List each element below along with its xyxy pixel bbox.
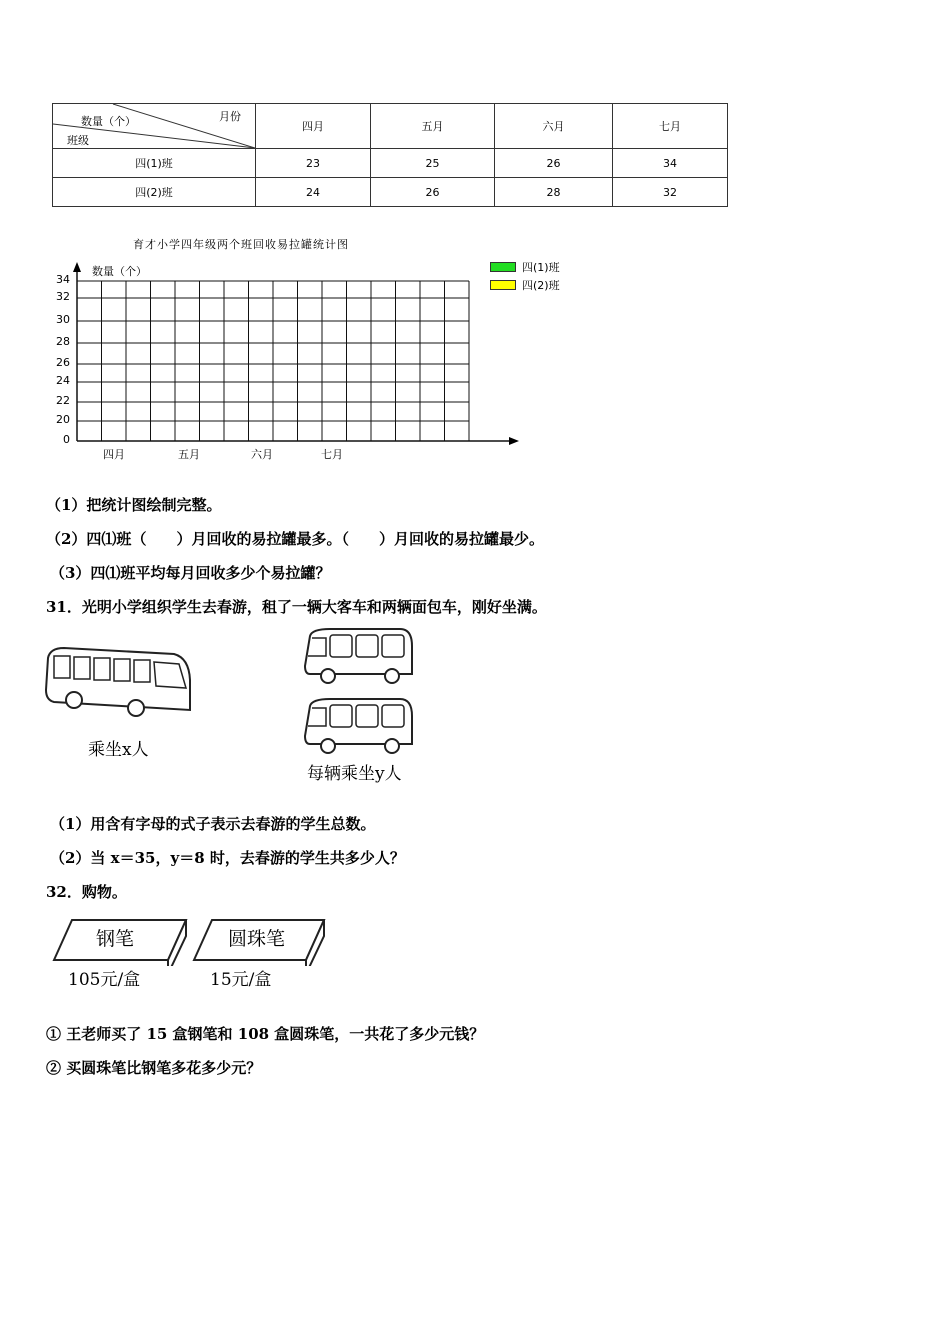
van-caption: 每辆乘坐y人: [307, 764, 402, 784]
y-axis-label: 数量（个）: [92, 265, 147, 278]
y-tick-label: 34: [56, 273, 70, 286]
legend-swatch-yellow: [490, 280, 516, 290]
legend-item: [490, 277, 560, 293]
x-tick-label: 七月: [321, 448, 343, 461]
question-30-1: （1）把统计图绘制完整。: [46, 496, 222, 514]
y-tick-label: 26: [56, 356, 70, 369]
corner-quantity: 数量（个）: [81, 115, 136, 128]
corner-class: 班级: [67, 134, 89, 147]
pen-boxes: [52, 916, 337, 966]
month-header: 七月: [613, 104, 728, 149]
question-31: 31．光明小学组织学生去春游，租了一辆大客车和两辆面包车，刚好坐满。: [46, 598, 547, 616]
question-31-1: （1）用含有字母的式子表示去春游的学生总数。: [50, 815, 376, 833]
month-header: 五月: [371, 104, 495, 149]
month-header: 六月: [495, 104, 613, 149]
question-31-2: （2）当 x＝35，y＝8 时，去春游的学生共多少人？: [50, 849, 405, 867]
value-cell: 25: [371, 149, 495, 178]
y-tick-label: 0: [63, 433, 70, 446]
y-tick-label: 30: [56, 313, 70, 326]
y-tick-label: 24: [56, 374, 70, 387]
y-axis-arrow-icon: [73, 262, 81, 272]
value-cell: 26: [495, 149, 613, 178]
legend-swatch-green: [490, 262, 516, 272]
value-cell: 34: [613, 149, 728, 178]
x-axis-arrow-icon: [509, 437, 519, 445]
question-32: 32．购物。: [46, 883, 127, 901]
question-30-2: （2）四⑴班（ ）月回收的易拉罐最多。（ ）月回收的易拉罐最少。: [46, 530, 544, 548]
y-tick-label: 28: [56, 335, 70, 348]
box-price-ballpoint: 15元/盒: [210, 970, 272, 990]
van-image: [300, 626, 416, 688]
class-cell: 四(1)班: [53, 149, 256, 178]
chart-title: 育才小学四年级两个班回收易拉罐统计图: [133, 238, 349, 251]
value-cell: 26: [371, 178, 495, 207]
x-tick-label: 六月: [251, 448, 273, 461]
class-cell: 四(2)班: [53, 178, 256, 207]
box-price-pen: 105元/盒: [68, 970, 141, 990]
y-tick-label: 32: [56, 290, 70, 303]
bus-caption: 乘坐x人: [88, 740, 149, 760]
bus-image: [44, 640, 194, 725]
month-header: 四月: [256, 104, 371, 149]
x-tick-label: 五月: [178, 448, 200, 461]
question-32-1: ① 王老师买了 15 盒钢笔和 108 盒圆珠笔，一共花了多少元钱？: [46, 1025, 485, 1043]
legend-item: [490, 259, 560, 275]
value-cell: 28: [495, 178, 613, 207]
van-image: [300, 696, 416, 758]
legend-label: 四(1)班: [522, 261, 560, 274]
y-tick-label: 20: [56, 413, 70, 426]
legend-label: 四(2)班: [522, 279, 560, 292]
corner-month: 月份: [219, 110, 241, 123]
question-32-2: ② 买圆珠笔比钢笔多花多少元？: [46, 1059, 262, 1077]
box-label-pen: 钢笔: [96, 928, 135, 950]
box-label-ballpoint: 圆珠笔: [228, 928, 286, 950]
question-30-3: （3）四⑴班平均每月回收多少个易拉罐？: [50, 564, 331, 582]
value-cell: 24: [256, 178, 371, 207]
chart-grid: [0, 0, 600, 470]
value-cell: 23: [256, 149, 371, 178]
y-tick-label: 22: [56, 394, 70, 407]
x-tick-label: 四月: [103, 448, 125, 461]
value-cell: 32: [613, 178, 728, 207]
